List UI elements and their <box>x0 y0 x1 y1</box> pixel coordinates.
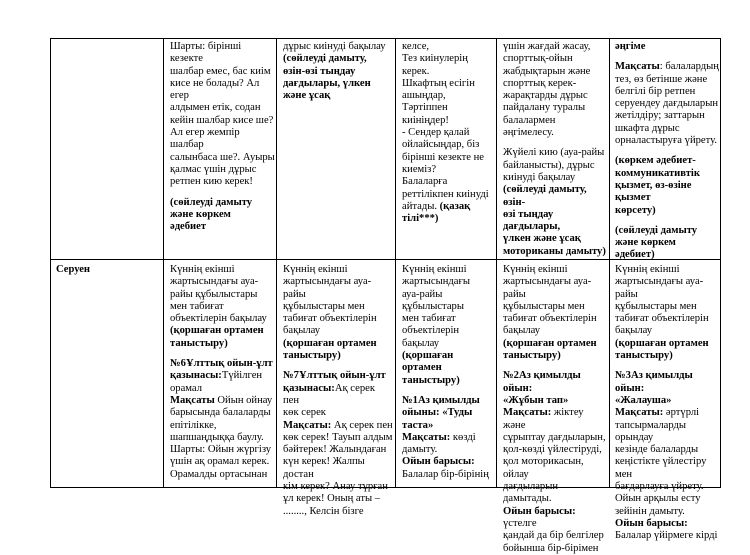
table-border-top <box>50 38 720 39</box>
table-border-left <box>50 38 51 488</box>
activity-tag: (сөйлеуді дамыту, өзін-өзі тыңдау дағдылары, үлкен және ұсақ <box>283 53 371 102</box>
bottom-cell-2: Күннің екінші жартысындағы ауа-райы құбылыстары мен табиғат объектілерін бақылау (қоршаған ортамен таныстыру) №7Ұлттық ойын-ұлт қазынасы:Ақ серек пен көк серек Мақсаты: Ақ серек пен көк серек! Тауып алдым бәйтерек! Жалындаған күн керек! Жалпы достан кім керек? Анау тұрған ұл керек! Оның аты – ........, Келсін бізге <box>283 264 393 517</box>
activity-tag: (сөйлеуді дамыту және көркем әдебиет <box>170 196 253 233</box>
column-divider <box>395 38 396 488</box>
bottom-cell-5: Күннің екінші жартысындағы ауа-райы құбылыстары мен табиғат объектілерін бақылау (қоршаған ортамен таныстыру) №3Аз қимылды ойын: «Жалауша» Мақсаты: әртүрлі тапсырмаларды орындау кезінде балаларды кеңістікте үйлестіру мен бағдарлауға үйрету. Ойын арқылы есту зейінін дамыту. Ойын барысы: Балалар үйірмеге кірді <box>615 264 718 542</box>
column-divider <box>276 38 277 488</box>
column-divider <box>609 38 610 488</box>
column-divider <box>163 38 164 488</box>
activity-tag: (сөйлеуді дамыту және көркем әдебиет) <box>615 224 698 261</box>
top-cell-2: дұрыс киінуді бақылау (сөйлеуді дамыту, өзін-өзі тыңдау дағдылары, үлкен және ұсақ <box>283 41 393 257</box>
bottom-cell-4: Күннің екінші жартысындағы ауа-райы құбылыстары мен табиғат объектілерін бақылау (қоршаған ортамен таныстыру) №2Аз қимылды ойын: «Жұбын тап» Мақсаты: жіктеу және сұрыптау дағдыларын, қол-көзді үйлестіруді, қол моторикасын, ойлау дағдыларын дамытады. Ойын барысы: үстелге қандай да бір белгілер бойынша бір-бірімен <box>503 264 606 554</box>
table-border-right <box>720 38 721 488</box>
column-divider <box>496 38 497 488</box>
activity-tag: (көркем әдебиет- коммуникативтік қызмет, өз-өзіне қызмет көрсету) <box>615 155 700 216</box>
bottom-cell-1: Күннің екінші жартысындағы ауа- райы құбылыстары мен табиғат объектілерін бақылау (қоршаған ортамен таныстыру) №6Ұлттық ойын-ұлт қазынасы:Түйілген орамал Мақсаты Ойын ойнау барысында балаларды епітілікке, шапшаңдыққа баулу. Шарты: Ойын жүргізу үшін ақ орамал керек. Орамалды ортасынан <box>170 264 273 480</box>
top-cell-3: келсе, Тез киінулерің керек. Шкафтың есігін ашыңдар, Тәртіппен киініңдер! - Сендер қалай ойлайсыңдар, біз бірінші кезекте не киеміз? Балаларға реттілікпен киінуді айтады. (қазақ тілі***) <box>402 41 489 225</box>
row-label-seruen: Серуен <box>56 264 91 275</box>
top-cell-1 <box>170 41 275 257</box>
activity-tag: (сөйлеуді дамыту, өзін- өзі тыңдау дағдылары, үлкен және ұсақ моториканы дамыту) <box>503 184 606 257</box>
top-cell-5: әңгіме Мақсаты: балалардың тез, өз бетінше және белгілі бір ретпен серуендеу дағдыларын жетілдіру; заттарын шкафта дұрыс орналастыруға үйрету. (көркем әдебиет- коммуникативтік қызмет, өз-өзіне қызмет көрсету) (сөйлеуді дамыту және көркем әдебиет) <box>615 41 719 261</box>
top-cell-4: үшін жағдай жасау, спорттық-ойын жабдықтарын және спорттық керек- жарақтарды дұрыс пайдалану туралы балалармен әңгімелесу. Жүйелі кию (ауа-райы байланысты), дұрыс киінуді бақылау (сөйлеуді дамыту, өзін- өзі тыңдау дағдылары, үлкен және ұсақ моториканы дамыту) <box>503 41 608 257</box>
text-block: Шарты: бірінші кезекте шалбар емес, бас киім кисе не болады? Ал егер алдымен етік, содан кейін шалбар кисе ше? Ал егер жемпір шалбар салынбаса ше?. Ауыры қалмас үшін дұрыс ретпен кию керек! <box>170 41 275 188</box>
bottom-cell-3: Күннің екінші жартысындағы ауа-райы құбылыстары мен табиғат объектілерін бақылау (қоршаған ортамен таныстыру) №1Аз қимылды ойыны: «Туды таста» Мақсаты: көзді дамыту. Ойын барысы: Балалар бір-бірінің <box>402 264 489 480</box>
